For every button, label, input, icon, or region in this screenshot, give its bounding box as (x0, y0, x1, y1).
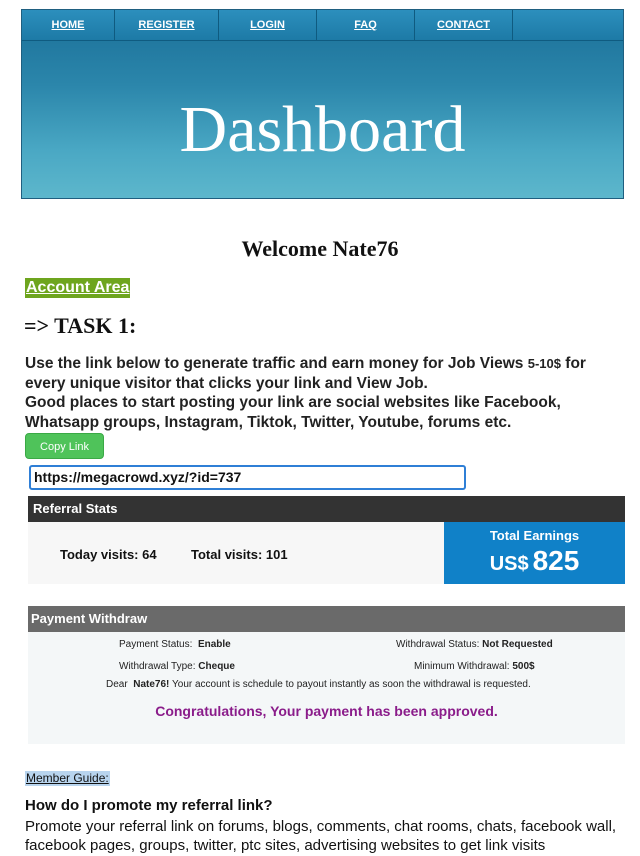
task-desc-range: 5-10$ (527, 356, 561, 371)
task-desc-places: Good places to start posting your link are social websites like Facebook, Whatsapp groups, Instagram, Tiktok, Twitter, Youtube, forums etc. (25, 394, 561, 431)
today-visits-value: 64 (142, 547, 157, 562)
earnings-currency: US$ (489, 553, 529, 575)
total-visits-label: Total visits: (191, 547, 263, 562)
withdrawal-status-value: Not Requested (482, 639, 553, 650)
nav-login[interactable]: LOGIN (219, 10, 317, 40)
withdrawal-type (119, 661, 235, 672)
welcome-heading: Welcome Nate76 (241, 236, 399, 261)
withdrawal-status (396, 639, 553, 650)
payout-notice-text: Your account is schedule to payout instantly as soon the withdrawal is requested. (172, 679, 531, 690)
payout-notice-name: Nate76! (133, 679, 170, 690)
guide-question: How do I promote my referral link? (25, 797, 273, 814)
withdrawal-type-label: Withdrawal Type: (119, 661, 196, 672)
payment-status-label: Payment Status: (119, 639, 193, 650)
earnings-amount: 825 (532, 545, 580, 576)
guide-answer: Promote your referral link on forums, blogs, comments, chat rooms, chats, facebook wall, facebook pages, groups, twitter, ptc sites, advertising websites to get link visits (25, 818, 617, 854)
task-desc-part1: Use the link below to generate traffic and earn money for Job Views (25, 355, 528, 372)
copy-link-button[interactable]: Copy Link (25, 433, 104, 459)
today-visits-label: Today visits: (60, 547, 139, 562)
withdrawal-type-value: Cheque (198, 661, 235, 672)
referral-stats-heading: Referral Stats (28, 496, 625, 522)
withdrawal-status-label: Withdrawal Status: (396, 639, 480, 650)
total-visits-value: 101 (265, 547, 288, 562)
header-banner (21, 9, 624, 199)
top-nav (22, 10, 623, 41)
payment-status-value: Enable (197, 639, 231, 650)
referral-link-field[interactable]: https://megacrowd.xyz/?id=737 (29, 465, 466, 490)
nav-home[interactable]: HOME (22, 10, 115, 40)
nav-register[interactable]: REGISTER (115, 10, 219, 40)
page-title: Dashboard (179, 93, 466, 166)
payment-status (119, 639, 231, 650)
task-desc-part2: for every unique visitor that clicks your link and View Job. (25, 355, 586, 392)
total-earnings-label: Total Earnings (489, 528, 580, 543)
task-description (25, 354, 625, 432)
total-visits (191, 547, 288, 562)
nav-contact[interactable]: CONTACT (415, 10, 513, 40)
payment-approved-message: Congratulations, Your payment has been approved. (155, 703, 498, 719)
nav-faq[interactable]: FAQ (317, 10, 415, 40)
payout-notice (106, 679, 531, 690)
minimum-withdrawal-value: 500$ (512, 661, 535, 672)
payout-notice-prefix: Dear (106, 679, 128, 690)
today-visits (60, 547, 157, 562)
nav-empty-cell (513, 10, 623, 40)
minimum-withdrawal (414, 661, 535, 672)
payment-withdraw-heading: Payment Withdraw (28, 606, 625, 632)
minimum-withdrawal-label: Minimum Withdrawal: (414, 661, 510, 672)
member-guide-link[interactable]: Member Guide: (26, 771, 109, 785)
total-earnings-box (444, 522, 625, 584)
account-area-link[interactable]: Account Area (26, 279, 130, 296)
total-earnings-value (444, 545, 625, 577)
task-title: => TASK 1: (24, 313, 137, 338)
